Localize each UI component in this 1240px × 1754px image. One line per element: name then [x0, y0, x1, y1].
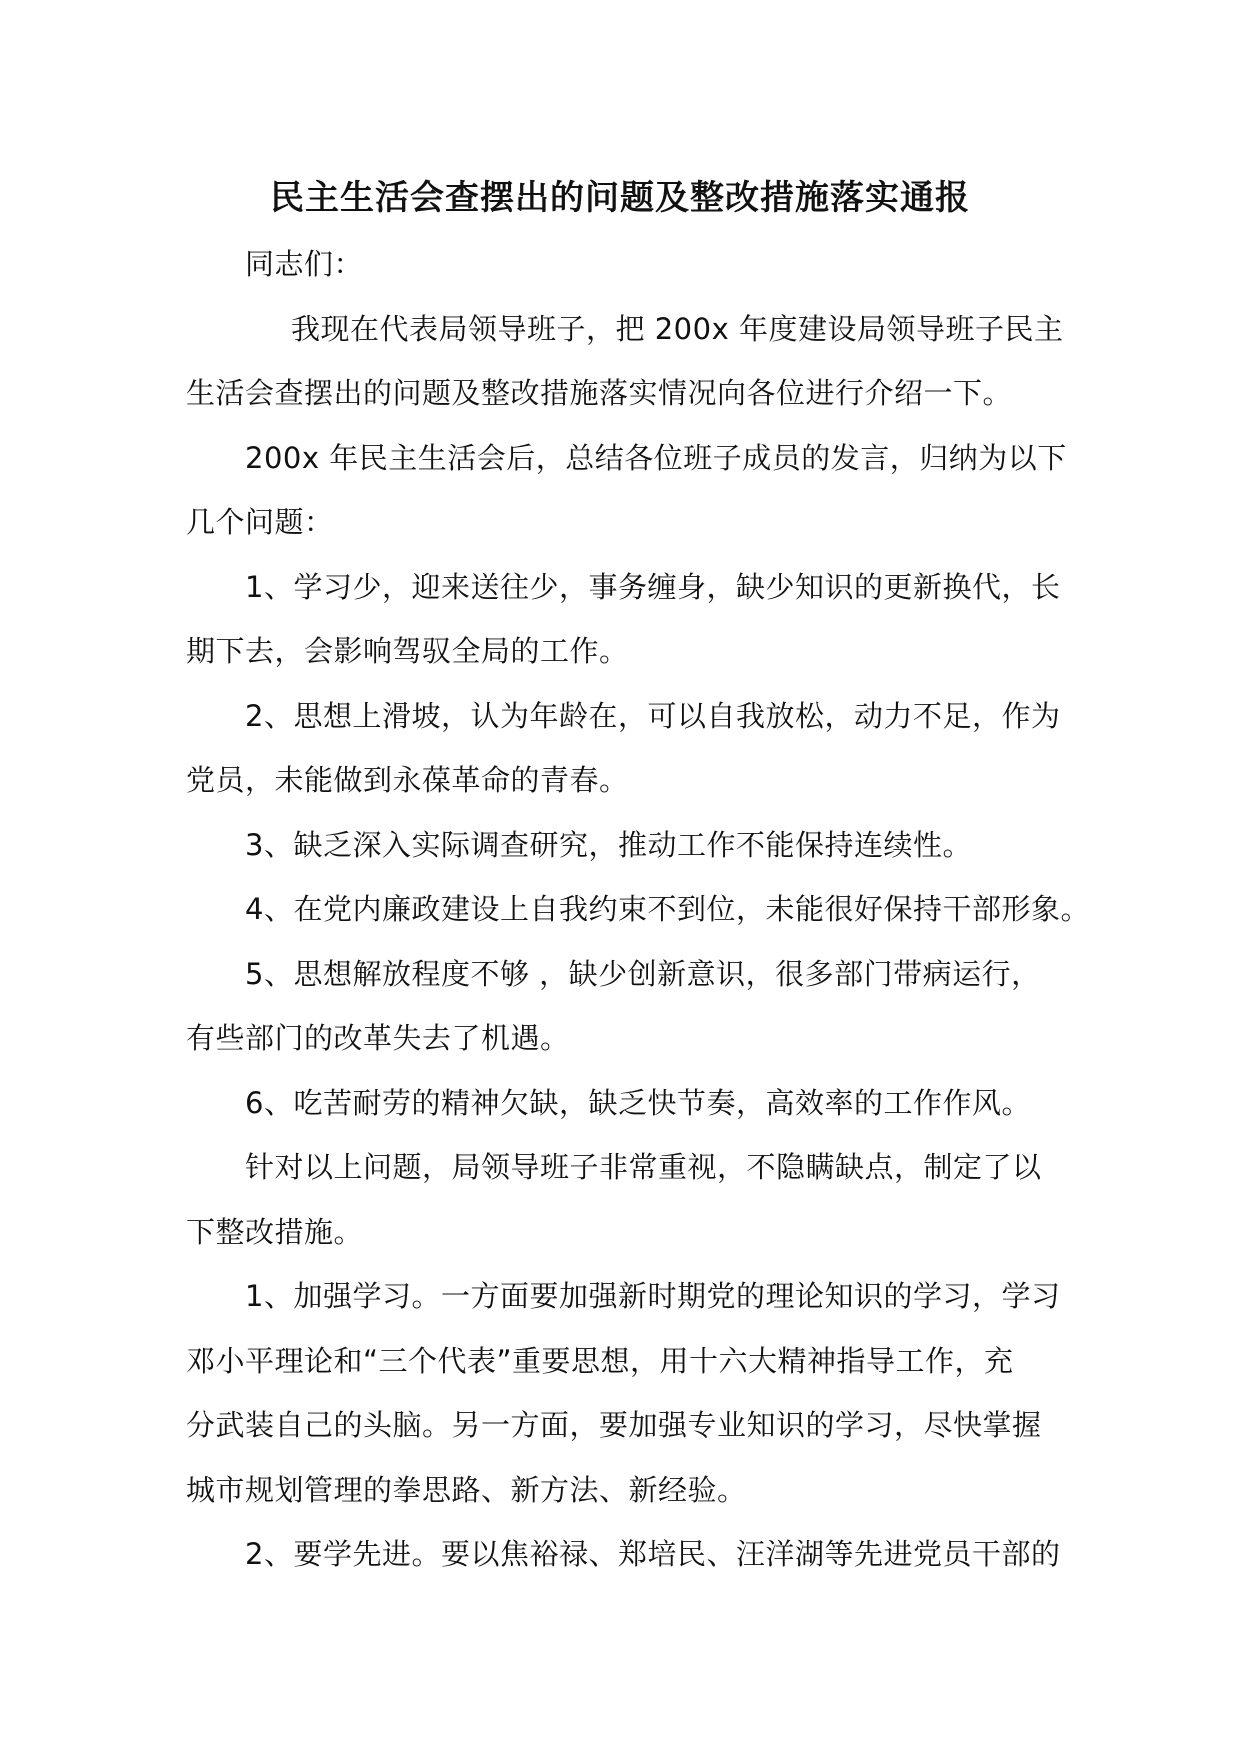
paragraph-line: 我现在代表局领导班子，把 200x 年度建设局领导班子民主 [291, 312, 1064, 346]
list-item-line: 党员，未能做到永葆革命的青春。 [186, 763, 629, 797]
paragraph-line: 针对以上问题，局领导班子非常重视，不隐瞒缺点，制定了以 [245, 1150, 1042, 1184]
list-item-line: 城市规划管理的拳思路、新方法、新经验。 [186, 1473, 747, 1507]
list-item-line: 2、思想上滑坡，认为年龄在，可以自我放松，动力不足，作为 [245, 699, 1061, 733]
list-item-line: 分武装自己的头脑。另一方面，要加强专业知识的学习，尽快掌握 [186, 1408, 1042, 1442]
list-item-line: 1、加强学习。一方面要加强新时期党的理论知识的学习，学习 [245, 1279, 1061, 1313]
paragraph-line: 生活会查摆出的问题及整改措施落实情况向各位进行介绍一下。 [186, 376, 1013, 410]
salutation: 同志们： [245, 247, 364, 281]
list-item-line: 6、吃苦耐劳的精神欠缺，缺乏快节奏，高效率的工作作风。 [245, 1086, 1031, 1120]
paragraph-line: 下整改措施。 [186, 1215, 364, 1249]
paragraph-line: 200x 年民主生活会后，总结各位班子成员的发言，归纳为以下 [245, 441, 1067, 475]
list-item-line: 5、思想解放程度不够 ，缺少创新意识，很多部门带病运行， [245, 957, 1041, 991]
list-item-line: 邓小平理论和“三个代表”重要思想，用十六大精神指导工作，充 [186, 1344, 1014, 1378]
list-item-line: 4、在党内廉政建设上自我约束不到位，未能很好保持干部形象。 [245, 892, 1090, 926]
paragraph-line: 几个问题： [186, 505, 334, 539]
list-item-line: 1、学习少，迎来送往少，事务缠身，缺少知识的更新换代，长 [245, 570, 1061, 604]
list-item-line: 2、要学先进。要以焦裕禄、郑培民、汪洋湖等先进党员干部的 [245, 1537, 1061, 1571]
list-item-line: 3、缺乏深入实际调查研究，推动工作不能保持连续性。 [245, 828, 972, 862]
document-title: 民主生活会查摆出的问题及整改措施落实通报 [270, 178, 970, 218]
list-item-line: 期下去，会影响驾驭全局的工作。 [186, 634, 629, 668]
list-item-line: 有些部门的改革失去了机遇。 [186, 1021, 570, 1055]
